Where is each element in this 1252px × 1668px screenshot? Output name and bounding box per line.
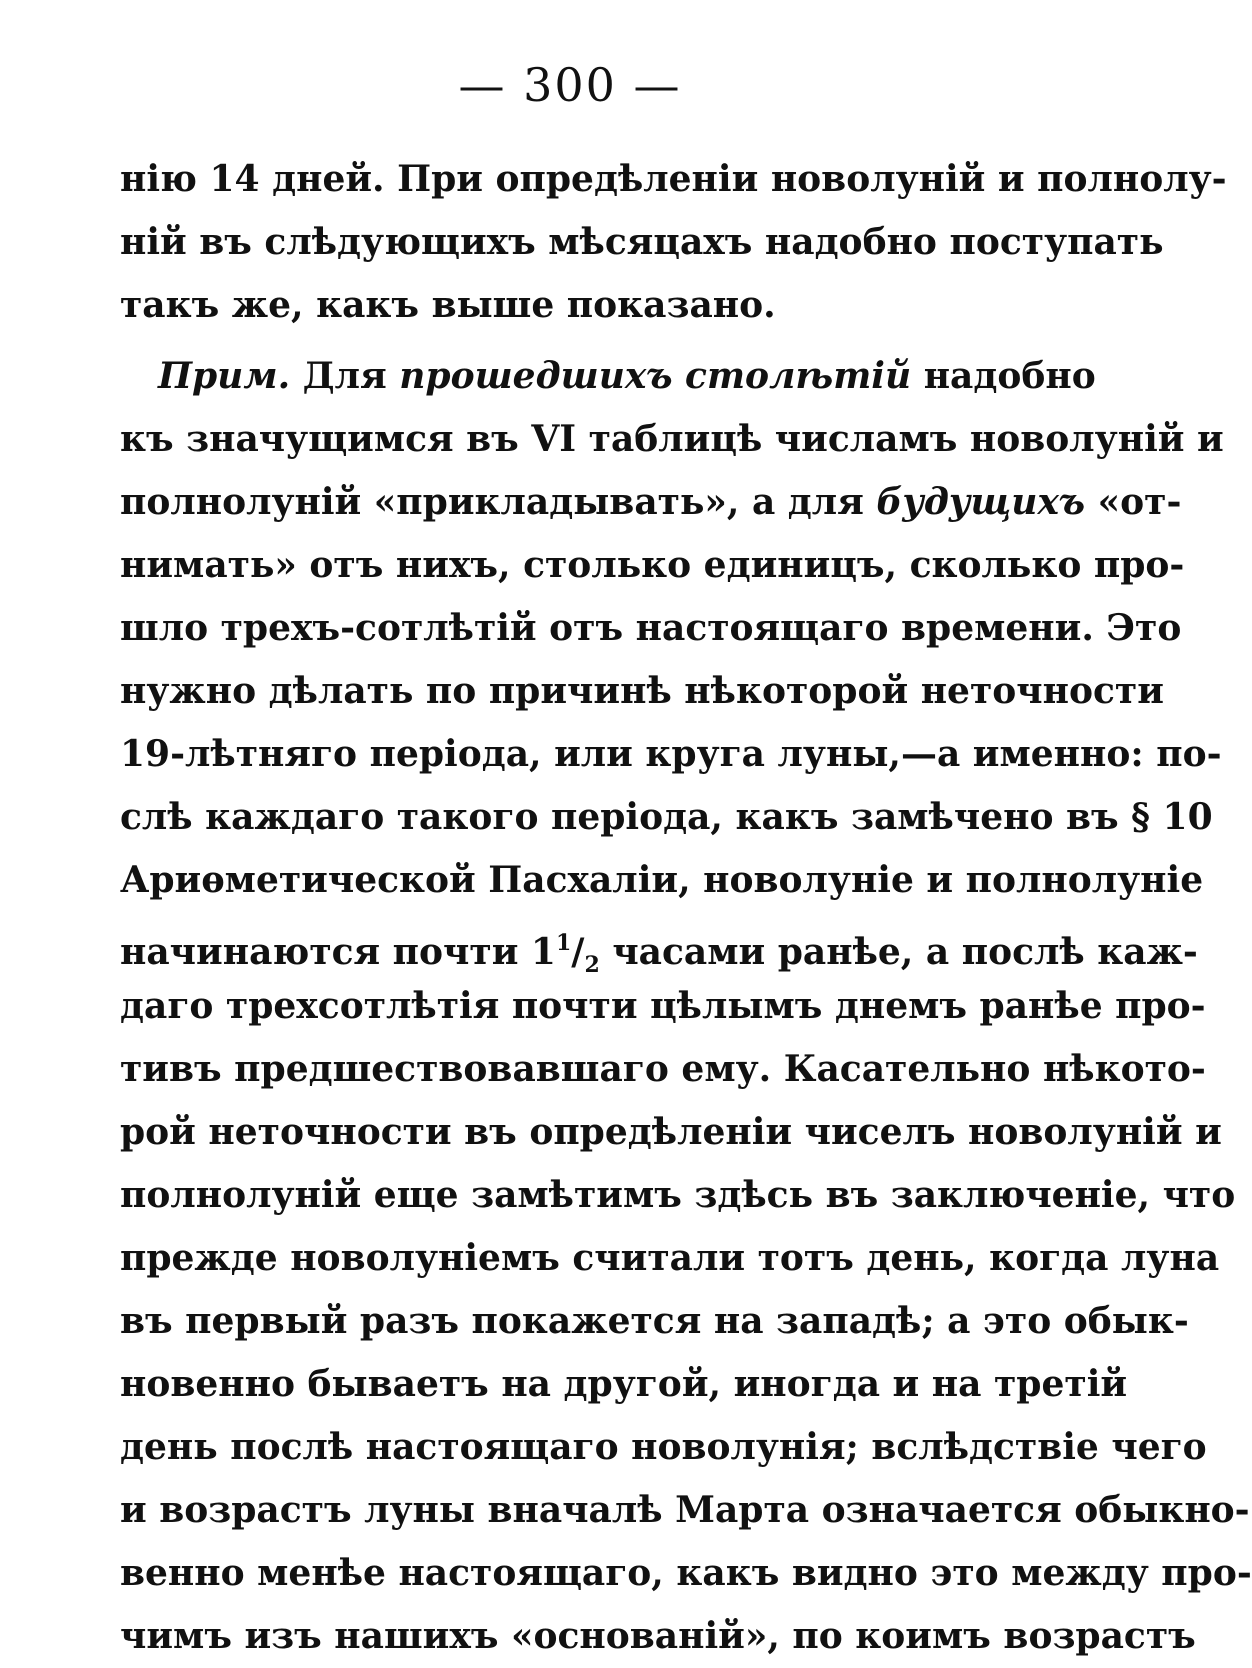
fraction-denominator: 2 [584, 952, 600, 978]
text-line: въ первый разъ покажется на западѣ; а это обык- [120, 1300, 1189, 1342]
page-number: — 300 — [458, 58, 682, 112]
italic-word: будущихъ [876, 481, 1086, 523]
body-text [120, 148, 1252, 1668]
text-line: тивъ предшествовавшаго ему. Касательно нѣкото- [120, 1048, 1206, 1090]
text-line: такъ же, какъ выше показано. [120, 284, 776, 326]
fraction-numerator: 1 [555, 930, 572, 956]
text-line: даго трехсотлѣтія почти цѣлымъ днемъ ранѣе про- [120, 985, 1206, 1027]
text-line: ній въ слѣдующихъ мѣсяцахъ надобно поступать [120, 221, 1164, 263]
fraction-line-start: начинаются почти 1 [120, 931, 556, 973]
text-line: день послѣ настоящаго новолунія; вслѣдствіе чего [120, 1426, 1207, 1468]
text-line: новенно бываетъ на другой, иногда и на третій [120, 1363, 1128, 1405]
text-line: нію 14 дней. При опредѣленіи новолуній и полнолу- [120, 158, 1227, 200]
text-line: слѣ каждаго такого періода, какъ замѣчено въ § 10 [120, 796, 1213, 838]
text-line: рой неточности въ опредѣленіи чиселъ новолуній и [120, 1111, 1222, 1153]
text-line: Ариѳметической Пасхаліи, новолуніе и полнолуніе [120, 859, 1204, 901]
text-line: и возрастъ луны вначалѣ Марта означается обыкно- [120, 1489, 1250, 1531]
text-line: полнолуній еще замѣтимъ здѣсь въ заключеніе, что [120, 1174, 1236, 1216]
italic-phrase: прошедшихъ столѣтій [399, 355, 912, 397]
note-line: Прим. Для прошедшихъ столѣтій надобно [158, 355, 1096, 397]
fraction-line: начинаются почти $1^1/_2$ часами ранѣе, а послѣ каж- [120, 930, 1198, 978]
text-line: 19-лѣтняго періода, или круга луны,—а именно: по- [120, 733, 1222, 775]
text-line: къ значущимся въ VI таблицѣ числамъ новолуній и [120, 418, 1224, 460]
text-line: шло трехъ-сотлѣтій отъ настоящаго времени. Это [120, 607, 1182, 649]
text-line: венно менѣе настоящаго, какъ видно это между про- [120, 1552, 1252, 1594]
text-line: полнолуній «прикладывать», а для будущихъ «от- [120, 481, 1182, 523]
text-line: чимъ изъ нашихъ «основаній», по коимъ возрастъ [120, 1615, 1196, 1657]
text-line: прежде новолуніемъ считали тотъ день, когда луна [120, 1237, 1220, 1279]
text-line: нужно дѣлать по причинѣ нѣкоторой неточности [120, 670, 1164, 712]
note-label: Прим. [158, 355, 291, 397]
text-line: нимать» отъ нихъ, столько единицъ, сколько про- [120, 544, 1185, 586]
